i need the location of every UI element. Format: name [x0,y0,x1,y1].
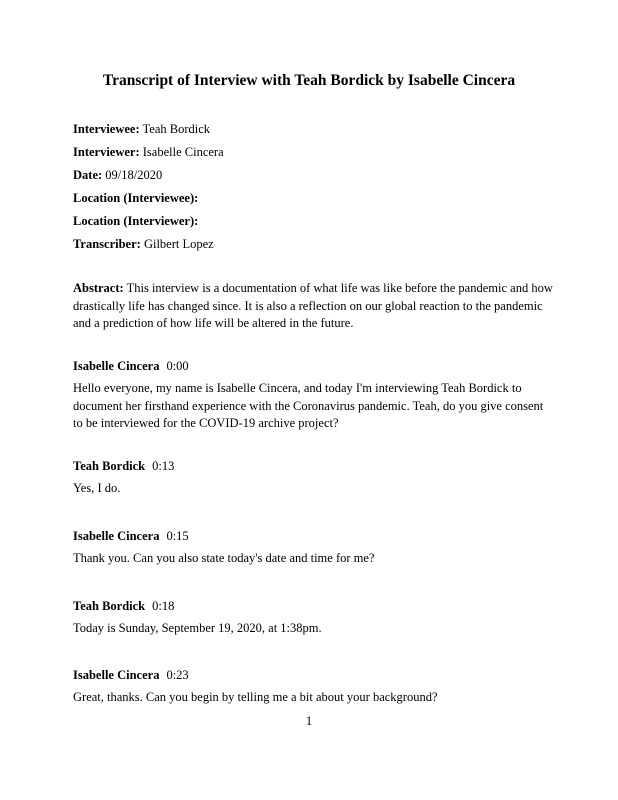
speaker-name: Isabelle Cincera [73,668,160,682]
utterance: Hello everyone, my name is Isabelle Cincera, and today I'm interviewing Teah Bordick to document her firsthand experience with the Coronavirus pandemic. Teah, do you give consent to be interviewed for the COVID-19 archive project? [73,381,544,430]
speaker-header [73,359,189,374]
meta-location-interviewer [73,214,198,229]
meta-label: Transcriber: [73,237,141,251]
timestamp: 0:00 [166,359,189,373]
speaker-header [73,668,189,683]
meta-label: Interviewee: [73,122,140,136]
meta-label: Interviewer: [73,145,140,159]
timestamp: 0:15 [166,529,189,543]
meta-value: Isabelle Cincera [142,145,224,159]
meta-label: Location (Interviewer): [73,214,199,228]
utterance: Yes, I do. [73,481,121,495]
utterance: Great, thanks. Can you begin by telling me a bit about your background? [73,690,438,704]
meta-value: Gilbert Lopez [143,237,214,251]
speaker-name: Teah Bordick [73,599,146,613]
timestamp: 0:23 [166,668,189,682]
utterance: Thank you. Can you also state today's date and time for me? [73,551,375,565]
meta-value: Teah Bordick [142,122,211,136]
meta-date [73,168,162,183]
speaker-header [73,529,189,544]
meta-label: Location (Interviewee): [73,191,199,205]
speaker-name: Isabelle Cincera [73,359,160,373]
speaker-name: Teah Bordick [73,459,146,473]
speaker-header [73,599,174,614]
abstract-label: Abstract: [73,281,124,295]
abstract-text: This interview is a documentation of what life was like before the pandemic and how drastically life has changed since. It is also a reflection on our global reaction to the pandemic and a prediction of how life will be altered in the future. [73,281,553,330]
meta-label: Date: [73,168,103,182]
page-number: 1 [305,714,313,728]
timestamp: 0:18 [152,599,175,613]
timestamp: 0:13 [152,459,175,473]
speaker-name: Isabelle Cincera [73,529,160,543]
meta-interviewer [73,145,224,160]
meta-value: 09/18/2020 [105,168,163,182]
meta-location-interviewee [73,191,198,206]
meta-transcriber [73,237,214,252]
abstract [73,280,553,333]
page-title: Transcript of Interview with Teah Bordick by Isabelle Cincera [102,72,516,89]
speaker-header [73,459,174,474]
utterance: Today is Sunday, September 19, 2020, at 1:38pm. [73,621,322,635]
meta-interviewee [73,122,210,137]
